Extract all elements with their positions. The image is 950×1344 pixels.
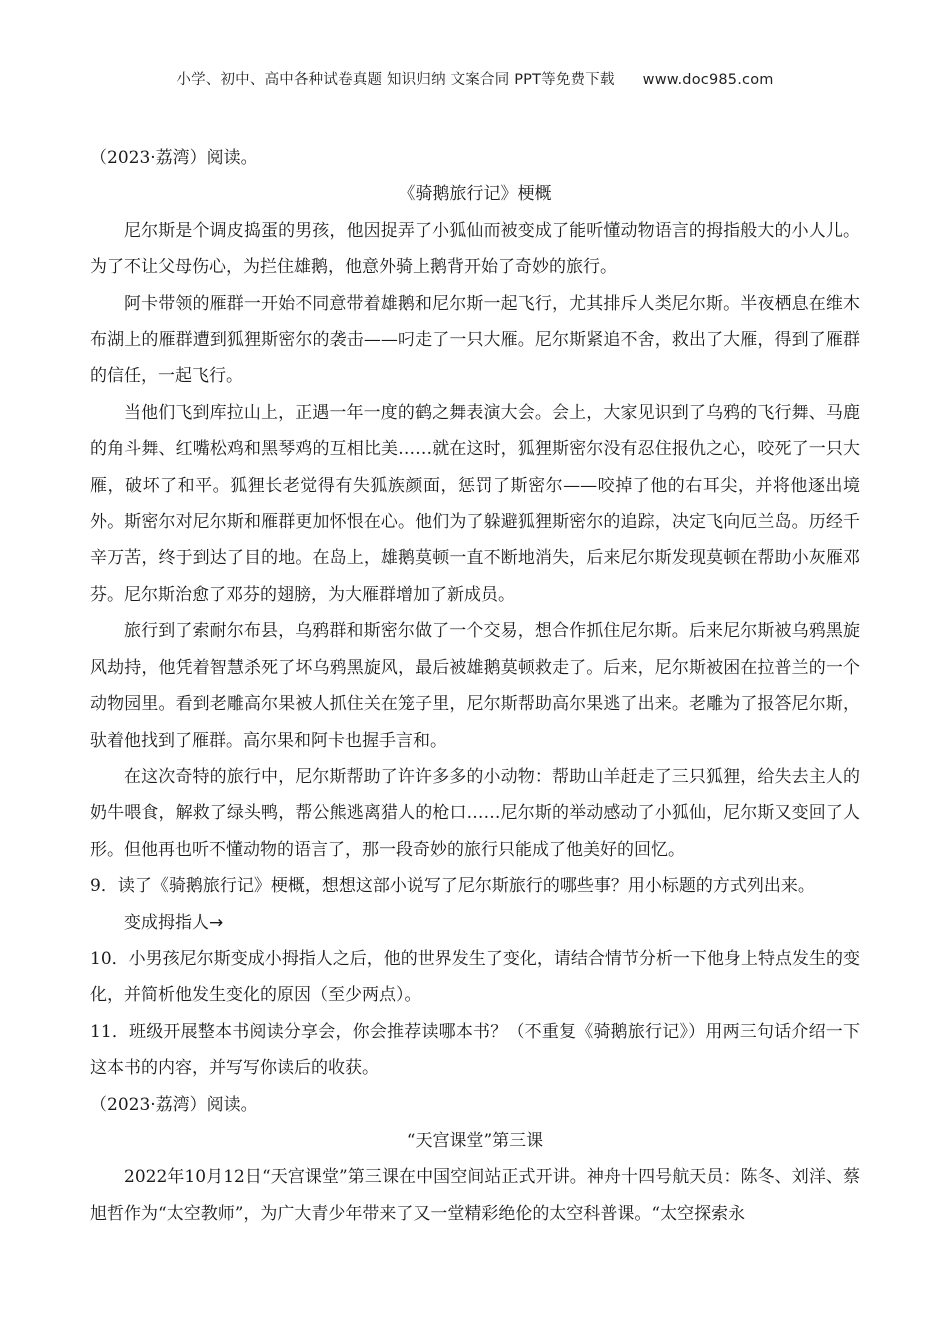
question-9-hint <box>90 905 860 941</box>
section1-title: 《骑鹅旅行记》梗概 <box>398 184 552 205</box>
question-9-hint-text: 变成拇指人 <box>124 912 209 933</box>
section2-title: “天宫课堂”第三课 <box>406 1130 544 1151</box>
question-11: 11．班级开展整本书阅读分享会，你会推荐读哪本书？（不重复《骑鹅旅行记》）用两三句话介绍一下这本书的内容，并写写你读后的收获。 <box>90 1021 860 1079</box>
page-header <box>0 68 950 89</box>
question-10: 10．小男孩尼尔斯变成小拇指人之后，他的世界发生了变化，请结合情节分析一下他身上特点发生的变化，并简析他发生变化的原因（至少两点）。 <box>90 948 860 1006</box>
paragraph-5: 在这次奇特的旅行中，尼尔斯帮助了许许多多的小动物：帮助山羊赶走了三只狐狸，给失去主人的奶牛喂食，解救了绿头鸭，帮公熊逃离猎人的枪口……尼尔斯的举动感动了小狐仙，尼尔斯又变回了人形。但他再也听不懂动物的语言了，那一段奇妙的旅行只能成了他美好的回忆。 <box>90 766 860 860</box>
paragraph-3: 当他们飞到库拉山上，正遇一年一度的鹤之舞表演大会。会上，大家见识到了乌鸦的飞行舞、马鹿的角斗舞、红嘴松鸡和黑琴鸡的互相比美……就在这时，狐狸斯密尔没有忍住报仇之心，咬死了一只大雁，破坏了和平。狐狸长老觉得有失狐族颜面，惩罚了斯密尔——咬掉了他的右耳尖，并将他逐出境外。斯密尔对尼尔斯和雁群更加怀恨在心。他们为了躲避狐狸斯密尔的追踪，决定飞向厄兰岛。历经千辛万苦，终于到达了目的地。在岛上，雄鹅莫顿一直不断地消失，后来尼尔斯发现莫顿在帮助小灰雁邓芬。尼尔斯治愈了邓芬的翅膀，为大雁群增加了新成员。 <box>90 402 860 605</box>
paragraph-4: 旅行到了索耐尔布县，乌鸦群和斯密尔做了一个交易，想合作抓住尼尔斯。后来尼尔斯被乌鸦黑旋风劫持，他凭着智慧杀死了坏乌鸦黑旋风，最后被雄鹅莫顿救走了。后来，尼尔斯被困在拉普兰的一个动物园里。看到老雕高尔果被人抓住关在笼子里，尼尔斯帮助高尔果逃了出来。老雕为了报答尼尔斯，驮着他找到了雁群。高尔果和阿卡也握手言和。 <box>90 621 860 751</box>
paragraph-1: 尼尔斯是个调皮捣蛋的男孩，他因捉弄了小狐仙而被变成了能听懂动物语言的拇指般大的小人儿。为了不让父母伤心，为拦住雄鹅，他意外骑上鹅背开始了奇妙的旅行。 <box>90 220 860 278</box>
document-body <box>90 140 860 1232</box>
section2-paragraph: 2022年10月12日“天宫课堂”第三课在中国空间站正式开讲。神舟十四号航天员：陈冬、刘洋、蔡旭哲作为“太空教师”，为广大青少年带来了又一堂精彩绝伦的太空科普课。“太空探索永 <box>90 1167 860 1224</box>
paragraph-2: 阿卡带领的雁群一开始不同意带着雄鹅和尼尔斯一起飞行，尤其排斥人类尼尔斯。半夜栖息在维木布湖上的雁群遭到狐狸斯密尔的袭击——叼走了一只大雁。尼尔斯紧追不舍，救出了大雁，得到了雁群的信任，一起飞行。 <box>90 293 860 387</box>
header-url[interactable]: www.doc985.com <box>642 72 774 88</box>
arrow-right-icon: → <box>209 912 224 933</box>
header-text: 小学、初中、高中各种试卷真题 知识归纳 文案合同 PPT等免费下载 <box>176 72 615 88</box>
question-9: 9．读了《骑鹅旅行记》梗概，想想这部小说写了尼尔斯旅行的哪些事？用小标题的方式列出来。 <box>90 876 815 897</box>
section1-source: （2023·荔湾）阅读。 <box>90 148 258 168</box>
section2-source: （2023·荔湾）阅读。 <box>90 1094 258 1115</box>
